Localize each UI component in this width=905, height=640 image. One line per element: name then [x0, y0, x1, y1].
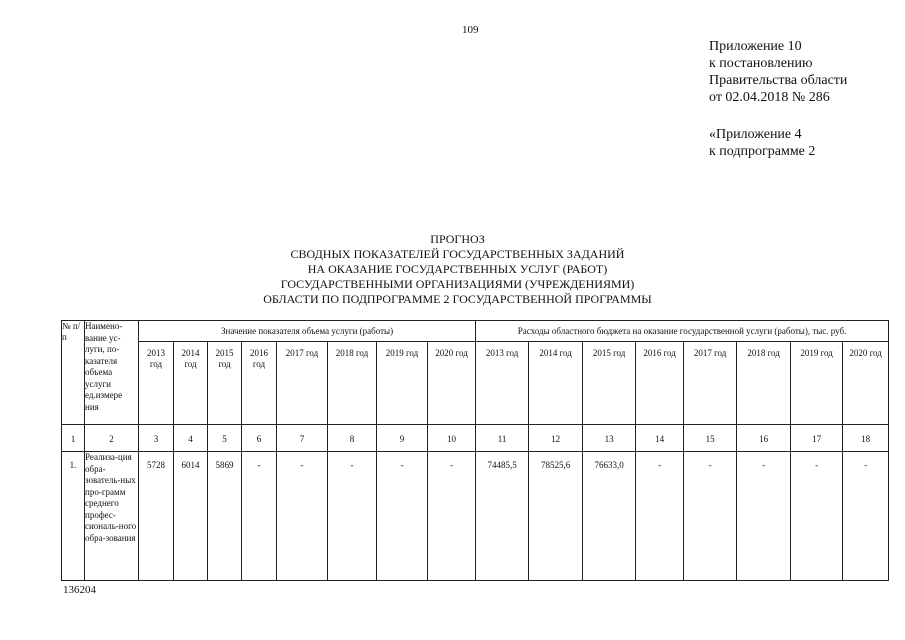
column-number-label: 4 — [188, 434, 193, 444]
volume-value: - — [450, 460, 454, 470]
column-number — [62, 425, 85, 452]
volume-cell — [428, 452, 476, 581]
expense-value: 74485,5 — [487, 460, 517, 470]
year-label: 2014 год — [181, 348, 200, 369]
col-name-header: Наимено-вание ус-луги, по-казателя объема услуги ед.измере ния — [85, 321, 139, 425]
volume-year-header — [428, 342, 476, 425]
column-number-label: 6 — [256, 434, 262, 444]
column-number-label: 14 — [655, 434, 665, 444]
expense-value: - — [708, 460, 712, 470]
volume-cell — [328, 452, 377, 581]
expense-year-header — [843, 342, 889, 425]
year-label: 2018 год — [747, 348, 780, 358]
column-number — [684, 425, 737, 452]
column-number — [377, 425, 428, 452]
volume-year-header — [208, 342, 242, 425]
year-label: 2016 год — [643, 348, 676, 358]
title-line: ПРОГНОЗ — [430, 232, 485, 246]
volume-cell — [242, 452, 277, 581]
column-number — [529, 425, 583, 452]
year-label: 2019 год — [800, 348, 833, 358]
column-number-label: 3 — [153, 434, 159, 444]
column-number-label: 9 — [399, 434, 405, 444]
expense-value: - — [815, 460, 819, 470]
column-number — [208, 425, 242, 452]
title-line: ГОСУДАРСТВЕННЫМИ ОРГАНИЗАЦИЯМИ (УЧРЕЖДЕНИЯМИ) — [280, 277, 635, 291]
volume-value: 5869 — [215, 460, 234, 470]
column-number-label: 10 — [447, 434, 457, 444]
expense-cell — [529, 452, 583, 581]
column-number — [843, 425, 889, 452]
expense-group-label: Расходы областного бюджета на оказание государственной услуги (работы), тыс. руб. — [517, 326, 847, 336]
column-number-label: 16 — [759, 434, 769, 444]
volume-value: - — [257, 460, 261, 470]
expense-year-header — [476, 342, 529, 425]
column-number-label: 11 — [497, 434, 507, 444]
year-label: 2016 год — [250, 348, 268, 369]
volume-year-header — [139, 342, 174, 425]
expense-cell — [583, 452, 636, 581]
column-number-label: 12 — [551, 434, 561, 444]
volume-value: - — [300, 460, 304, 470]
sub-appendix-line: к подпрограмме 2 — [709, 144, 816, 159]
column-number-label: 17 — [812, 434, 822, 444]
table-row — [62, 452, 889, 581]
appendix-line: Приложение 10 — [709, 39, 802, 54]
column-number — [328, 425, 377, 452]
year-label: 2019 год — [385, 348, 419, 358]
year-label: 2015 год — [592, 348, 626, 358]
volume-year-header — [277, 342, 328, 425]
column-number — [242, 425, 277, 452]
volume-value: - — [400, 460, 404, 470]
appendix-block — [709, 38, 847, 106]
year-label: 2018 год — [335, 348, 369, 358]
volume-year-header — [377, 342, 428, 425]
volume-cell — [277, 452, 328, 581]
column-number — [636, 425, 684, 452]
expense-cell — [636, 452, 684, 581]
volume-group-label: Значение показателя объема услуги (работы) — [221, 326, 394, 336]
volume-value: 5728 — [147, 460, 165, 470]
expense-year-header — [737, 342, 791, 425]
year-label: 2020 год — [435, 348, 468, 358]
numbering-row — [62, 425, 889, 452]
forecast-table — [61, 320, 889, 581]
column-number — [737, 425, 791, 452]
document-title — [240, 232, 675, 307]
title-line: ОБЛАСТИ ПО ПОДПРОГРАММЕ 2 ГОСУДАРСТВЕННОЙ ПРОГРАММЫ — [263, 292, 652, 306]
header-row-groups — [62, 321, 889, 342]
volume-year-header — [328, 342, 377, 425]
year-label: 2017 год — [693, 348, 727, 358]
expense-value: - — [864, 460, 868, 470]
volume-value: 6014 — [181, 460, 200, 470]
column-number — [85, 425, 139, 452]
expense-value: - — [658, 460, 662, 470]
column-number — [583, 425, 636, 452]
footer-code: 136204 — [63, 584, 96, 596]
appendix-line: Правительства области — [709, 73, 848, 88]
header-row-years — [62, 342, 889, 425]
row-number-cell — [62, 452, 85, 581]
volume-group-header — [139, 321, 476, 342]
column-number — [174, 425, 208, 452]
title-line: СВОДНЫХ ПОКАЗАТЕЛЕЙ ГОСУДАРСТВЕННЫХ ЗАДАНИЙ — [290, 247, 625, 261]
volume-cell — [139, 452, 174, 581]
column-number-label: 1 — [70, 434, 76, 444]
expense-cell — [791, 452, 843, 581]
year-label: 2014 год — [539, 348, 572, 358]
col-no-header: № п/п — [62, 321, 85, 425]
expense-year-header — [684, 342, 737, 425]
appendix-line: к постановлению — [709, 56, 813, 71]
column-number-label: 18 — [861, 434, 871, 444]
expense-year-header — [583, 342, 636, 425]
volume-cell — [377, 452, 428, 581]
volume-year-header — [242, 342, 277, 425]
title-line: НА ОКАЗАНИЕ ГОСУДАРСТВЕННЫХ УСЛУГ (РАБОТ) — [307, 262, 608, 276]
expense-group-header — [476, 321, 889, 342]
column-number — [476, 425, 529, 452]
expense-year-header — [636, 342, 684, 425]
sub-appendix-line: «Приложение 4 — [709, 127, 802, 142]
expense-year-header — [791, 342, 843, 425]
expense-cell — [476, 452, 529, 581]
year-label: 2017 год — [285, 348, 319, 358]
appendix-line: от 02.04.2018 № 286 — [709, 90, 830, 105]
expense-cell — [684, 452, 737, 581]
volume-year-header — [174, 342, 208, 425]
year-label: 2013 год — [485, 348, 519, 358]
expense-cell — [737, 452, 791, 581]
expense-year-header — [529, 342, 583, 425]
volume-cell — [174, 452, 208, 581]
expense-cell — [843, 452, 889, 581]
column-number — [277, 425, 328, 452]
expense-value: - — [762, 460, 766, 470]
column-number-label: 8 — [349, 434, 355, 444]
column-number — [139, 425, 174, 452]
volume-value: - — [350, 460, 354, 470]
expense-value: 76633,0 — [594, 460, 624, 470]
row-number: 1. — [69, 460, 77, 470]
expense-value: 78525,6 — [540, 460, 571, 470]
volume-cell — [208, 452, 242, 581]
page-number: 109 — [462, 24, 479, 36]
column-number-label: 5 — [222, 434, 227, 444]
sub-appendix-block — [709, 126, 815, 160]
column-number — [428, 425, 476, 452]
service-name: Реализа-ция обра-зователь-ных про-грамм среднего профес-сиональ-ного обра-зования — [85, 452, 139, 581]
year-label: 2020 год — [849, 348, 882, 358]
column-number-label: 15 — [705, 434, 715, 444]
year-label: 2015 год — [215, 348, 234, 369]
column-number — [791, 425, 843, 452]
column-number-label: 2 — [109, 434, 114, 444]
year-label: 2013 год — [147, 348, 165, 369]
column-number-label: 7 — [299, 434, 305, 444]
column-number-label: 13 — [604, 434, 614, 444]
